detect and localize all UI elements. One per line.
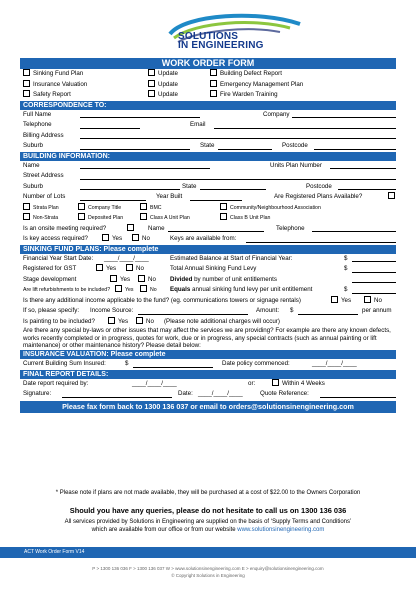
checkbox[interactable]	[23, 69, 30, 76]
checkbox[interactable]	[148, 69, 155, 76]
final-row-signature	[20, 389, 396, 400]
plan-type-label: Non-Strata	[33, 215, 59, 221]
queries-notice: Should you have any queries, please do not hesitate to call us on 1300 136 036	[69, 506, 347, 515]
work-type-label: Building Defect Report	[220, 70, 282, 77]
field-label: Current Building Sum Insured:	[23, 360, 106, 367]
checkbox[interactable]	[210, 90, 217, 97]
gst-no-checkbox[interactable]	[126, 264, 133, 271]
work-type-label: Update	[158, 80, 178, 88]
stage-yes-checkbox[interactable]	[110, 275, 117, 282]
work-type-label: Fire Warden Training	[220, 91, 278, 98]
annual-levy-field[interactable]	[352, 272, 396, 273]
plans-purchase-note: * Please note if plans are not made available, they will be purchased at a cost of $22.00 to the Owners Corporation	[55, 490, 361, 496]
suburb-field[interactable]	[80, 149, 190, 150]
units-plan-field[interactable]	[330, 168, 396, 169]
fy-start-date-field[interactable]: ____/____/____	[104, 254, 149, 262]
equals-text: annual sinking fund levy per unit entitlement	[190, 286, 313, 293]
yes-label: Yes	[106, 265, 117, 272]
checkbox[interactable]	[148, 90, 155, 97]
field-label: Signature:	[23, 390, 52, 397]
stage-no-checkbox[interactable]	[138, 275, 145, 282]
field-label: Are Registered Plans Available?	[274, 193, 363, 200]
checkbox[interactable]	[23, 213, 30, 220]
keys-available-from-field[interactable]	[246, 242, 396, 243]
field-label: Suburb	[23, 182, 43, 190]
unit-entitlements-field[interactable]	[352, 282, 396, 283]
field-label: Date policy commenced:	[222, 360, 290, 367]
sinking-row-stage	[20, 275, 396, 286]
checkbox[interactable]	[78, 203, 85, 210]
painting-note: (Please note additional charges will occur)	[164, 317, 280, 325]
state-field[interactable]	[218, 149, 272, 150]
correspondence-row-phone	[20, 120, 396, 131]
checkbox[interactable]	[140, 213, 147, 220]
key-no-checkbox[interactable]	[132, 234, 139, 241]
checkbox[interactable]	[220, 203, 227, 210]
field-label: Date report required by:	[23, 379, 89, 387]
dollar-sign: $	[290, 307, 294, 314]
correspondence-row-name	[20, 110, 396, 121]
income-amount-field[interactable]	[298, 314, 358, 315]
dollar-sign: $	[344, 265, 348, 272]
telephone-field[interactable]	[80, 128, 140, 129]
income-yes-checkbox[interactable]	[331, 296, 338, 303]
dollar-sign: $	[344, 286, 348, 293]
plan-type-label: BMC	[150, 204, 162, 211]
work-type-label: Insurance Valuation	[33, 80, 88, 88]
yes-label: Yes	[125, 287, 134, 293]
building-postcode-field[interactable]	[338, 189, 396, 190]
field-label: Quote Reference:	[260, 390, 309, 397]
checkbox[interactable]	[78, 213, 85, 220]
footer-bar	[0, 547, 416, 558]
correspondence-row-billing	[20, 131, 396, 142]
work-type-label: Update	[158, 91, 178, 98]
no-label: No	[150, 287, 157, 293]
field-label: Registered for GST	[23, 265, 77, 272]
gst-yes-checkbox[interactable]	[96, 264, 103, 271]
plan-type-label: Community/Neighbourhood Association	[230, 204, 321, 211]
onsite-contact-phone-field[interactable]	[312, 231, 396, 232]
field-label: Units Plan Number	[270, 161, 322, 169]
building-row-onsite	[20, 224, 396, 235]
divided-text: by number of unit entitlements	[192, 275, 277, 283]
correspondence-row-suburb	[20, 141, 396, 152]
painting-no-checkbox[interactable]	[136, 317, 143, 324]
work-type-row-1	[20, 69, 396, 80]
company-logo-text	[178, 32, 264, 50]
plans-available-checkbox[interactable]	[388, 192, 395, 199]
checkbox[interactable]	[220, 213, 227, 220]
field-label: Telephone	[276, 224, 305, 232]
sinking-row-gst	[20, 264, 396, 275]
field-label: Is key access required?	[23, 235, 88, 242]
building-row-lots	[20, 192, 396, 203]
sinking-row-fy	[20, 254, 396, 265]
services-terms-line-1: All services provided by Solutions in Engineering are supplied on the basis of ‘Supply Terms and Conditions’	[64, 519, 352, 525]
work-type-label: Update	[158, 70, 178, 77]
no-label: No	[136, 265, 144, 272]
building-row-name	[20, 161, 396, 172]
work-order-form	[20, 58, 396, 413]
yes-label: Yes	[120, 275, 131, 283]
no-label: No	[142, 235, 150, 242]
field-label: Name	[148, 224, 165, 232]
website-link[interactable]: www.solutionsinengineering.com	[237, 527, 325, 533]
building-state-field[interactable]	[200, 189, 266, 190]
copyright-notice: © Copyright Solutions in Engineering	[171, 573, 245, 578]
within-4-weeks-label: Within 4 Weeks	[282, 379, 325, 387]
checkbox[interactable]	[210, 80, 217, 87]
field-label: Number of Lots	[23, 193, 66, 200]
services-terms-line-2	[0, 527, 416, 533]
postcode-field[interactable]	[314, 149, 396, 150]
quote-reference-field[interactable]	[320, 397, 396, 398]
income-source-field[interactable]	[138, 314, 248, 315]
email-field[interactable]	[214, 128, 396, 129]
equals-label: Equals	[170, 286, 191, 293]
policy-date-field[interactable]: ____/____/____	[312, 360, 357, 367]
building-row-suburb	[20, 182, 396, 193]
year-built-field[interactable]	[190, 200, 242, 201]
plan-type-label: Class A Unit Plan	[150, 215, 190, 221]
no-label: No	[146, 317, 154, 325]
plan-type-label: Company Title	[88, 204, 122, 211]
yes-label: Yes	[112, 235, 123, 242]
yes-label: Yes	[118, 317, 129, 325]
form-title: WORK ORDER FORM	[20, 58, 396, 69]
full-name-field[interactable]	[80, 117, 200, 118]
income-no-checkbox[interactable]	[364, 296, 371, 303]
sinking-row-income	[20, 296, 396, 307]
field-label: Year Built	[156, 193, 183, 200]
number-of-lots-field[interactable]	[80, 200, 146, 201]
lift-no-checkbox[interactable]	[140, 285, 147, 292]
field-label: Telephone	[23, 121, 52, 128]
work-type-label: Sinking Fund Plan	[33, 70, 84, 77]
field-label: Total Annual Sinking Fund Levy	[170, 265, 257, 272]
checkbox[interactable]	[23, 90, 30, 97]
field-label: Are lift refurbishments to be included?	[23, 287, 111, 293]
field-label: Keys are available from:	[170, 235, 237, 242]
no-label: No	[374, 296, 382, 304]
street-address-field[interactable]	[80, 179, 396, 180]
field-label: Postcode	[282, 142, 308, 149]
field-label: If so, please specify:	[23, 307, 80, 314]
sinking-row-income-source	[20, 306, 396, 317]
checkbox[interactable]	[210, 69, 217, 76]
sinking-row-painting	[20, 317, 396, 328]
field-label: Billing Address	[23, 131, 64, 139]
work-type-label: Emergency Management Plan	[220, 80, 304, 88]
field-label: Postcode	[306, 182, 332, 190]
company-field[interactable]	[292, 117, 396, 118]
field-label: Suburb	[23, 142, 43, 149]
section-header-building: BUILDING INFORMATION:	[20, 152, 396, 161]
field-label: Is painting to be included?	[23, 317, 95, 325]
building-suburb-field[interactable]	[80, 189, 180, 190]
plan-type-label: Class B Unit Plan	[230, 215, 271, 221]
checkbox[interactable]	[23, 203, 30, 210]
billing-address-field[interactable]	[80, 138, 396, 139]
yes-label: Yes	[341, 296, 352, 304]
field-label: Financial Year Start Date:	[23, 254, 94, 262]
field-label: Street Address	[23, 172, 64, 179]
section-header-final-report: FINAL REPORT DETAILS:	[20, 370, 396, 379]
section-header-insurance: INSURANCE VALUATION: Please complete	[20, 350, 396, 359]
work-type-row-2	[20, 80, 396, 91]
onsite-contact-name-field[interactable]	[168, 231, 264, 232]
building-name-field[interactable]	[80, 168, 210, 169]
field-label: State	[182, 182, 197, 190]
painting-yes-checkbox[interactable]	[108, 317, 115, 324]
plan-type-label: Deposited Plan	[88, 215, 124, 221]
field-label: Estimated Balance at Start of Financial Year:	[170, 254, 293, 262]
field-label: Stage development	[23, 275, 77, 283]
field-label: Income Source:	[90, 307, 134, 314]
checkbox[interactable]	[148, 80, 155, 87]
signature-field[interactable]	[62, 397, 172, 398]
divided-label: Divided	[170, 275, 193, 283]
field-label: State	[200, 142, 215, 149]
or-label: or:	[248, 379, 256, 387]
dollar-sign: $	[344, 254, 348, 262]
building-row-key	[20, 234, 396, 245]
required-by-date-field[interactable]: ____/____/____	[132, 379, 177, 387]
sinking-row-lift	[20, 285, 396, 296]
section-header-sinking-fund: SINKING FUND PLANS: Please complete	[20, 245, 396, 254]
logo-line-2: IN ENGINEERING	[178, 40, 264, 51]
section-header-correspondence: CORRESPONDENCE TO:	[20, 101, 396, 110]
field-label: Company	[263, 110, 290, 118]
dollar-sign: $	[125, 360, 129, 367]
work-type-label: Safety Report	[33, 91, 71, 98]
lift-yes-checkbox[interactable]	[115, 285, 122, 292]
checkbox[interactable]	[23, 80, 30, 87]
field-label: Email	[190, 121, 206, 128]
checkbox[interactable]	[140, 203, 147, 210]
work-type-row-3	[20, 90, 396, 101]
field-label: Amount:	[256, 307, 280, 314]
field-label: Full Name	[23, 110, 52, 118]
fax-email-banner: Please fax form back to 1300 136 037 or email to orders@solutionsinengineering.com	[20, 401, 396, 413]
contact-details: P > 1300 136 036 F > 1300 136 037 W > www.solutionsinengineering.com E > enquiry@solutionsinengineering.com	[92, 566, 324, 571]
building-row-street	[20, 171, 396, 182]
sum-insured-field[interactable]	[133, 367, 213, 368]
services-terms-text: which are available from our office or from our website	[91, 527, 238, 533]
signature-date-field[interactable]: ____/____/____	[198, 390, 243, 397]
field-label: Is there any additional income applicable to the fund? (eg. communications towers or signage rentals)	[23, 296, 301, 304]
field-label: Date:	[178, 390, 193, 397]
plan-type-row-2	[20, 213, 396, 224]
field-label: Name	[23, 161, 40, 169]
levy-per-unit-field[interactable]	[352, 293, 396, 294]
special-issues-text: Are there any special by-laws or other issues that may affect the services we are providing? For example are there any known defects, works recently completed or in progress, quotes for work, due or in progress, any special contracts (such as annual painting or lift maintenance) or other maintenance history? Please detail below:	[23, 327, 391, 350]
per-annum-label: per annum	[362, 307, 392, 314]
plan-type-label: Strata Plan	[33, 204, 59, 211]
field-label: Is an onsite meeting required?	[23, 224, 107, 232]
form-version-label: ACT Work Order Form V14	[24, 549, 85, 555]
no-label: No	[148, 275, 156, 283]
within-4-weeks-checkbox[interactable]	[272, 379, 279, 386]
final-row-date	[20, 379, 396, 390]
insurance-row	[20, 359, 396, 370]
key-yes-checkbox[interactable]	[102, 234, 109, 241]
plan-type-row-1	[20, 203, 396, 214]
estimated-balance-field[interactable]	[352, 261, 396, 262]
logo-line-1: SOLUTIONS	[178, 31, 239, 42]
onsite-meeting-checkbox[interactable]	[127, 224, 134, 231]
